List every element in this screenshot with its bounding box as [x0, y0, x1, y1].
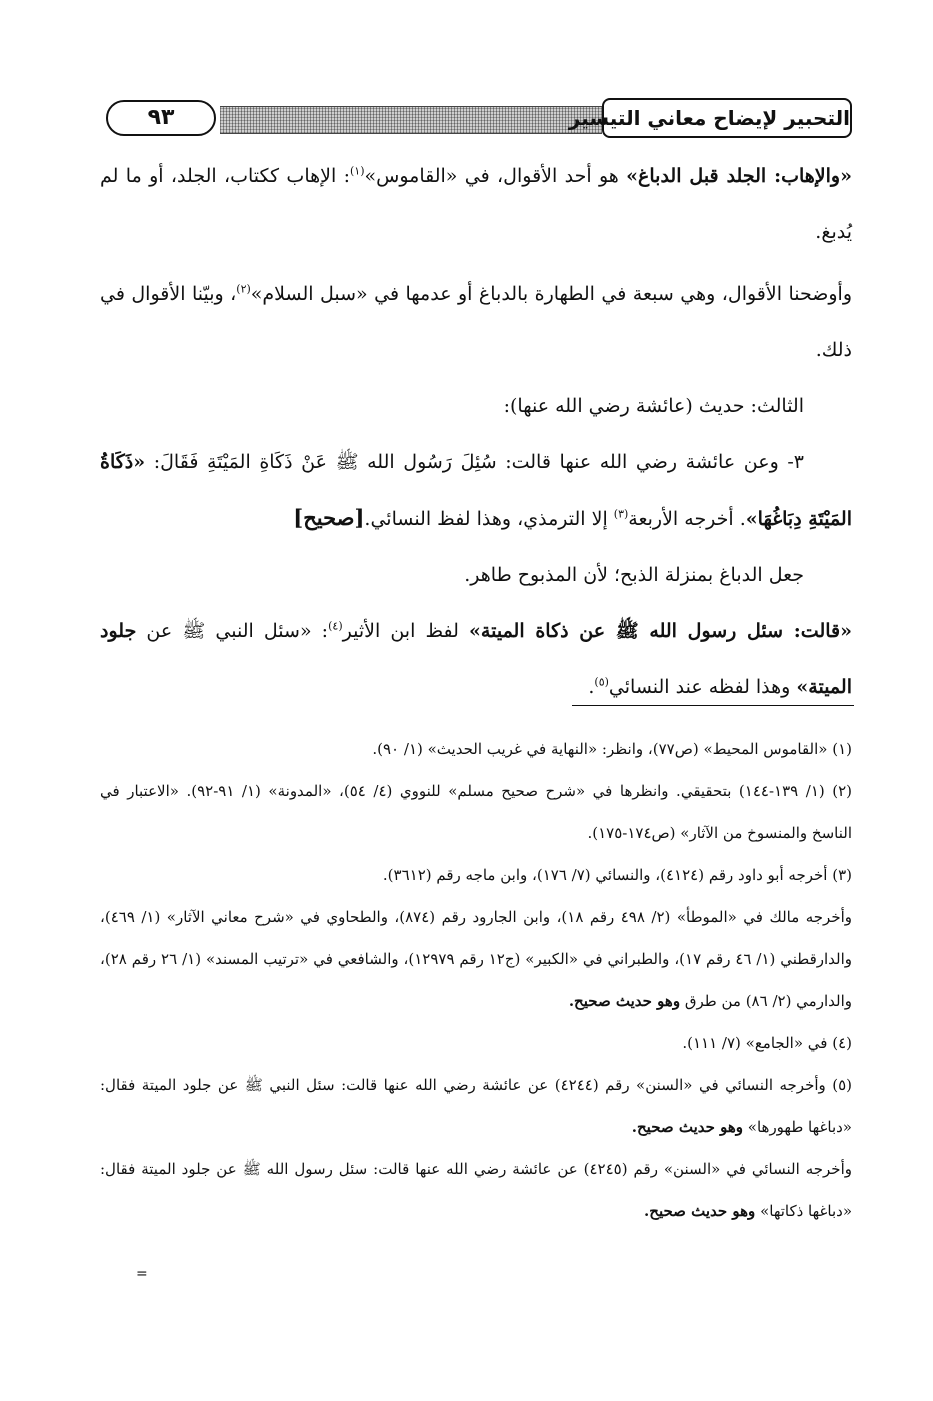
text-span: هو أحد الأقوال، في «القاموس» — [364, 165, 627, 187]
quoted-phrase: جلود الميتة» — [100, 620, 852, 698]
footnote-5 — [100, 1064, 852, 1148]
book-title: التحبير لإيضاح معاني التيسير — [602, 98, 852, 138]
footnote-3: (٣) أخرجه أبو داود رقم (٤١٢٤)، والنسائي (٧/ ١٧٦)، وابن ماجه رقم (٣٦١٢). — [382, 866, 852, 884]
text-span: ٣- وعن عائشة رضي الله عنها قالت: سُئِلَ رَسُول الله ﷺ عَنْ ذَكَاةِ المَيْتَةِ فَقَالَ: — [145, 451, 804, 473]
grade-text: وهو حديث صحيح. — [631, 1118, 744, 1136]
text-span: وأخرجه النسائي في «السنن» رقم (٤٢٤٥) عن عائشة رضي الله عنها قالت: سئل رسول الله ﷺ عن جلود الميتة فقال: «دباغها ذكاتها» — [100, 1160, 852, 1220]
footnote-5-continued — [100, 1148, 852, 1232]
footnote-ref-2[interactable]: (٢) — [236, 282, 251, 296]
grade-text: وهو حديث صحيح. — [644, 1202, 756, 1220]
text-span: ، وبيّنا الأقوال في ذلك. — [100, 283, 852, 361]
footnote-3-continued — [100, 896, 852, 1022]
footnote-ref-4[interactable]: (٤) — [328, 619, 343, 633]
text-span: الثالث: حديث (عائشة رضي الله عنها): — [503, 395, 804, 417]
text-span: . — [588, 676, 595, 698]
page-number: ٩٣ — [106, 100, 216, 136]
footnote-4: (٤) في «الجامع» (٧/ ١١١). — [682, 1034, 852, 1052]
page-mark: = — [136, 1266, 148, 1282]
text-span: . أخرجه الأربعة — [628, 508, 746, 530]
text-span: : «سئل النبي ﷺ عن — [136, 620, 329, 642]
paragraph-2 — [100, 266, 852, 378]
grade-label: [صحيح] — [293, 505, 365, 530]
footnote-ref-1[interactable]: (١) — [350, 164, 365, 178]
footnote-ref-5[interactable]: (٥) — [594, 675, 609, 689]
text-span: جعل الدباغ بمنزلة الذبح؛ لأن المذبوح طاهر. — [464, 564, 804, 586]
quoted-phrase: «والإهاب: الجلد قبل الدباغ» — [626, 165, 852, 187]
text-span: إلا الترمذي، وهذا لفظ النسائي. — [364, 508, 614, 530]
main-text — [100, 148, 852, 715]
paragraph-6 — [100, 603, 852, 715]
text-span: : الإهاب ككتاب، الجلد، أو ما لم يُدبغ. — [100, 165, 852, 243]
header-ornament-band — [220, 106, 602, 134]
paragraph-1 — [100, 148, 852, 260]
quoted-phrase: «قالت: سئل رسول الله ﷺ عن ذكاة الميتة» — [469, 620, 852, 642]
footnote-ref-3[interactable]: (٣) — [613, 507, 629, 521]
text-span: وأوضحنا الأقوال، وهي سبعة في الطهارة بالدباغ أو عدمها في «سبل السلام» — [250, 283, 852, 305]
footnote-separator — [572, 705, 854, 706]
text-span: وأخرجه مالك في «الموطأ» (٢/ ٤٩٨ رقم ١٨)، وابن الجارود رقم (٨٧٤)، والطحاوي في «شرح معاني الآثار» (١/ ٤٦٩)، والدارقطني (١/ ٤٦ رقم ١٧)، والطبراني في «الكبير» (ج١٢ رقم ١٢٩٧٩)، والشافعي في «ترتيب المسند» (١/ ٢٦ رقم ٢٨)، والدارمي (٢/ ٨٦) من طرق — [100, 908, 853, 1010]
text-span: لفظ ابن الأثير — [342, 620, 470, 642]
text-span: وهذا لفظه عند النسائي — [608, 676, 797, 698]
footnotes — [100, 728, 852, 1232]
section-heading — [100, 378, 852, 434]
footnote-1: (١) «القاموس المحيط» (ص٧٧)، وانظر: «النهاية في غريب الحديث» (١/ ٩٠). — [372, 740, 852, 758]
hadith-text: «ذَكَاةُ المَيْتَةِ دِبَاغُهَا» — [100, 451, 852, 530]
text-span: (٥) وأخرجه النسائي في «السنن» رقم (٤٢٤٤) عن عائشة رضي الله عنها قالت: سئل النبي ﷺ عن جلود الميتة فقال: «دباغها طهورها» — [100, 1076, 853, 1136]
paragraph-5 — [100, 547, 852, 603]
hadith-paragraph — [100, 434, 852, 547]
grade-text: وهو حديث صحيح. — [568, 992, 681, 1010]
footnote-2: (٢) (١/ ١٣٩-١٤٤) بتحقيقي. وانظرها في «شرح صحيح مسلم» للنووي (٤/ ٥٤)، «المدونة» (١/ ٩١-٩٢). «الاعتبار في الناسخ والمنسوخ من الآثار» (ص١٧٤-١٧٥). — [100, 782, 853, 842]
running-header — [100, 96, 852, 144]
